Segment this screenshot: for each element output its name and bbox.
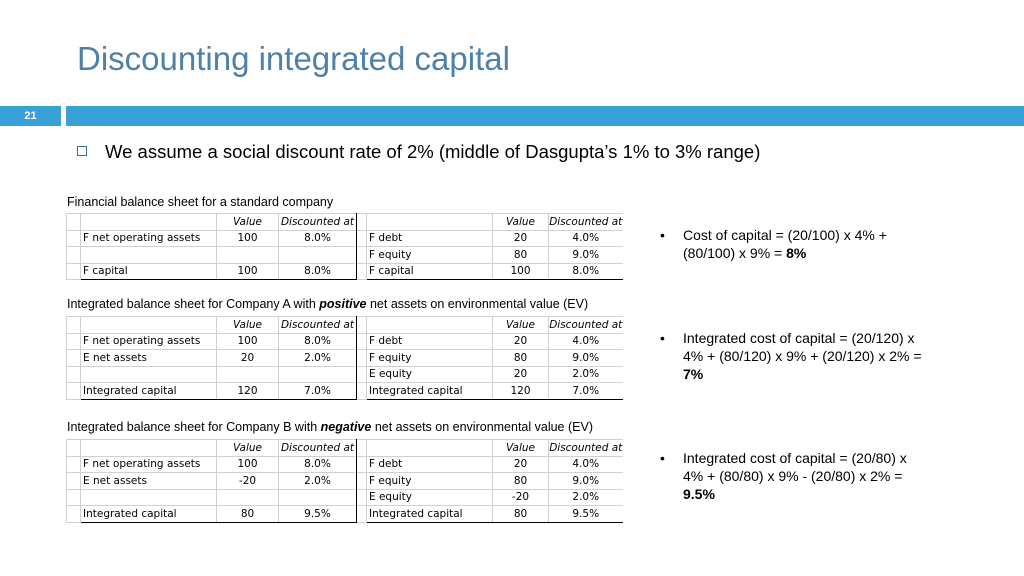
asset-header-cell <box>81 317 217 334</box>
header-row <box>67 440 623 457</box>
discounted-header: Discounted at <box>549 214 623 231</box>
bullet-dot-icon: • <box>660 450 665 466</box>
table-b-caption <box>67 297 588 311</box>
liability-value: 100 <box>493 263 549 280</box>
asset-label <box>81 489 217 506</box>
bullet-dot-icon: • <box>660 227 665 243</box>
gap-cell <box>357 333 367 350</box>
asset-rate: 8.0% <box>279 230 357 247</box>
value-header: Value <box>217 440 279 457</box>
table-row <box>67 473 623 490</box>
header-row <box>67 214 623 231</box>
table-row <box>67 506 623 523</box>
table-row <box>67 456 623 473</box>
asset-value: -20 <box>217 473 279 490</box>
liability-label: F equity <box>367 473 493 490</box>
note-b-result: 7% <box>683 366 704 382</box>
edge-cell <box>67 506 81 523</box>
table-c-caption-em: negative <box>320 420 372 434</box>
header-bar <box>66 106 1024 126</box>
table-b-caption-post: net assets on environmental value (EV) <box>366 297 589 311</box>
asset-rate: 2.0% <box>279 350 357 367</box>
value-header: Value <box>493 214 549 231</box>
liability-rate: 9.0% <box>549 350 623 367</box>
table-row <box>67 350 623 367</box>
asset-label: Integrated capital <box>81 506 217 523</box>
liability-rate: 4.0% <box>549 230 623 247</box>
asset-label: Integrated capital <box>81 383 217 400</box>
slide-title: Discounting integrated capital <box>77 40 510 77</box>
value-header: Value <box>217 214 279 231</box>
asset-label: F net operating assets <box>81 230 217 247</box>
asset-label: F net operating assets <box>81 333 217 350</box>
liability-label: E equity <box>367 489 493 506</box>
asset-label: F capital <box>81 263 217 280</box>
asset-rate: 8.0% <box>279 333 357 350</box>
asset-value: 20 <box>217 350 279 367</box>
asset-rate <box>279 366 357 383</box>
discounted-header: Discounted at <box>279 440 357 457</box>
note-b <box>660 329 930 383</box>
liability-label: F equity <box>367 247 493 264</box>
table-c <box>66 439 623 523</box>
liability-rate: 9.0% <box>549 247 623 264</box>
liability-label: F equity <box>367 350 493 367</box>
edge-cell <box>67 247 81 264</box>
liability-rate: 8.0% <box>549 263 623 280</box>
liability-value: 20 <box>493 366 549 383</box>
table-b <box>66 316 623 400</box>
edge-cell <box>67 214 81 231</box>
asset-value: 100 <box>217 263 279 280</box>
table-row <box>67 333 623 350</box>
note-c-result: 9.5% <box>683 486 715 502</box>
liability-rate: 2.0% <box>549 489 623 506</box>
asset-value <box>217 489 279 506</box>
edge-cell <box>67 473 81 490</box>
value-header: Value <box>493 317 549 334</box>
liability-value: 80 <box>493 473 549 490</box>
liability-rate: 2.0% <box>549 366 623 383</box>
discounted-header: Discounted at <box>279 317 357 334</box>
liability-rate: 4.0% <box>549 333 623 350</box>
gap-cell <box>357 456 367 473</box>
asset-value: 80 <box>217 506 279 523</box>
gap-cell <box>357 473 367 490</box>
liability-header-cell <box>367 440 493 457</box>
asset-label <box>81 366 217 383</box>
table-a-caption: Financial balance sheet for a standard company <box>67 195 334 209</box>
asset-value: 120 <box>217 383 279 400</box>
table-b-caption-pre: Integrated balance sheet for Company A with <box>67 297 320 311</box>
edge-cell <box>67 366 81 383</box>
liability-label: Integrated capital <box>367 383 493 400</box>
asset-rate: 8.0% <box>279 456 357 473</box>
liability-label: F capital <box>367 263 493 280</box>
square-bullet-icon <box>77 146 87 156</box>
gap-cell <box>357 366 367 383</box>
asset-rate: 8.0% <box>279 263 357 280</box>
asset-value: 100 <box>217 230 279 247</box>
gap-cell <box>357 506 367 523</box>
table-row <box>67 383 623 400</box>
asset-rate: 9.5% <box>279 506 357 523</box>
header-row <box>67 317 623 334</box>
gap-cell <box>357 247 367 264</box>
gap-cell <box>357 214 367 231</box>
liability-rate: 9.5% <box>549 506 623 523</box>
edge-cell <box>67 230 81 247</box>
table-row <box>67 247 623 264</box>
table-a <box>66 213 623 280</box>
table-row <box>67 263 623 280</box>
asset-label: E net assets <box>81 473 217 490</box>
asset-label: E net assets <box>81 350 217 367</box>
liability-value: 20 <box>493 456 549 473</box>
table-b-caption-em: positive <box>319 297 367 311</box>
liability-value: -20 <box>493 489 549 506</box>
note-b-text: Integrated cost of capital = (20/120) x 4% + (80/120) x 9% + (20/120) x 2% = <box>683 330 922 364</box>
liability-value: 20 <box>493 333 549 350</box>
asset-label <box>81 247 217 264</box>
liability-value: 120 <box>493 383 549 400</box>
liability-value: 80 <box>493 247 549 264</box>
note-a-result: 8% <box>786 245 807 261</box>
table-row <box>67 489 623 506</box>
main-bullet-text: We assume a social discount rate of 2% (middle of Dasgupta’s 1% to 3% range) <box>105 141 761 162</box>
asset-value <box>217 247 279 264</box>
gap-cell <box>357 350 367 367</box>
asset-value: 100 <box>217 333 279 350</box>
gap-cell <box>357 440 367 457</box>
asset-value <box>217 366 279 383</box>
liability-rate: 9.0% <box>549 473 623 490</box>
slide-number: 21 <box>0 106 61 126</box>
edge-cell <box>67 456 81 473</box>
edge-cell <box>67 333 81 350</box>
liability-label: F debt <box>367 230 493 247</box>
liability-label: F debt <box>367 333 493 350</box>
asset-rate <box>279 247 357 264</box>
liability-label: E equity <box>367 366 493 383</box>
gap-cell <box>357 489 367 506</box>
liability-header-cell <box>367 317 493 334</box>
gap-cell <box>357 263 367 280</box>
liability-value: 80 <box>493 350 549 367</box>
edge-cell <box>67 383 81 400</box>
asset-value: 100 <box>217 456 279 473</box>
discounted-header: Discounted at <box>549 317 623 334</box>
note-c-text: Integrated cost of capital = (20/80) x 4% + (80/80) x 9% - (20/80) x 2% = <box>683 450 907 484</box>
asset-rate: 2.0% <box>279 473 357 490</box>
liability-header-cell <box>367 214 493 231</box>
table-c-caption-pre: Integrated balance sheet for Company B with <box>67 420 321 434</box>
edge-cell <box>67 440 81 457</box>
note-c <box>660 449 930 503</box>
edge-cell <box>67 263 81 280</box>
liability-label: F debt <box>367 456 493 473</box>
asset-rate <box>279 489 357 506</box>
main-bullet <box>77 141 760 163</box>
edge-cell <box>67 317 81 334</box>
edge-cell <box>67 489 81 506</box>
edge-cell <box>67 350 81 367</box>
value-header: Value <box>493 440 549 457</box>
value-header: Value <box>217 317 279 334</box>
gap-cell <box>357 230 367 247</box>
discounted-header: Discounted at <box>549 440 623 457</box>
bullet-dot-icon: • <box>660 330 665 346</box>
asset-label: F net operating assets <box>81 456 217 473</box>
liability-value: 20 <box>493 230 549 247</box>
note-a <box>660 226 930 262</box>
liability-value: 80 <box>493 506 549 523</box>
note-a-text: Cost of capital = (20/100) x 4% + (80/100) x 9% = <box>683 227 887 261</box>
table-row <box>67 230 623 247</box>
asset-rate: 7.0% <box>279 383 357 400</box>
discounted-header: Discounted at <box>279 214 357 231</box>
liability-label: Integrated capital <box>367 506 493 523</box>
gap-cell <box>357 383 367 400</box>
table-c-caption <box>67 420 593 434</box>
liability-rate: 7.0% <box>549 383 623 400</box>
table-row <box>67 366 623 383</box>
table-c-caption-post: net assets on environmental value (EV) <box>371 420 593 434</box>
asset-header-cell <box>81 214 217 231</box>
liability-rate: 4.0% <box>549 456 623 473</box>
gap-cell <box>357 317 367 334</box>
asset-header-cell <box>81 440 217 457</box>
